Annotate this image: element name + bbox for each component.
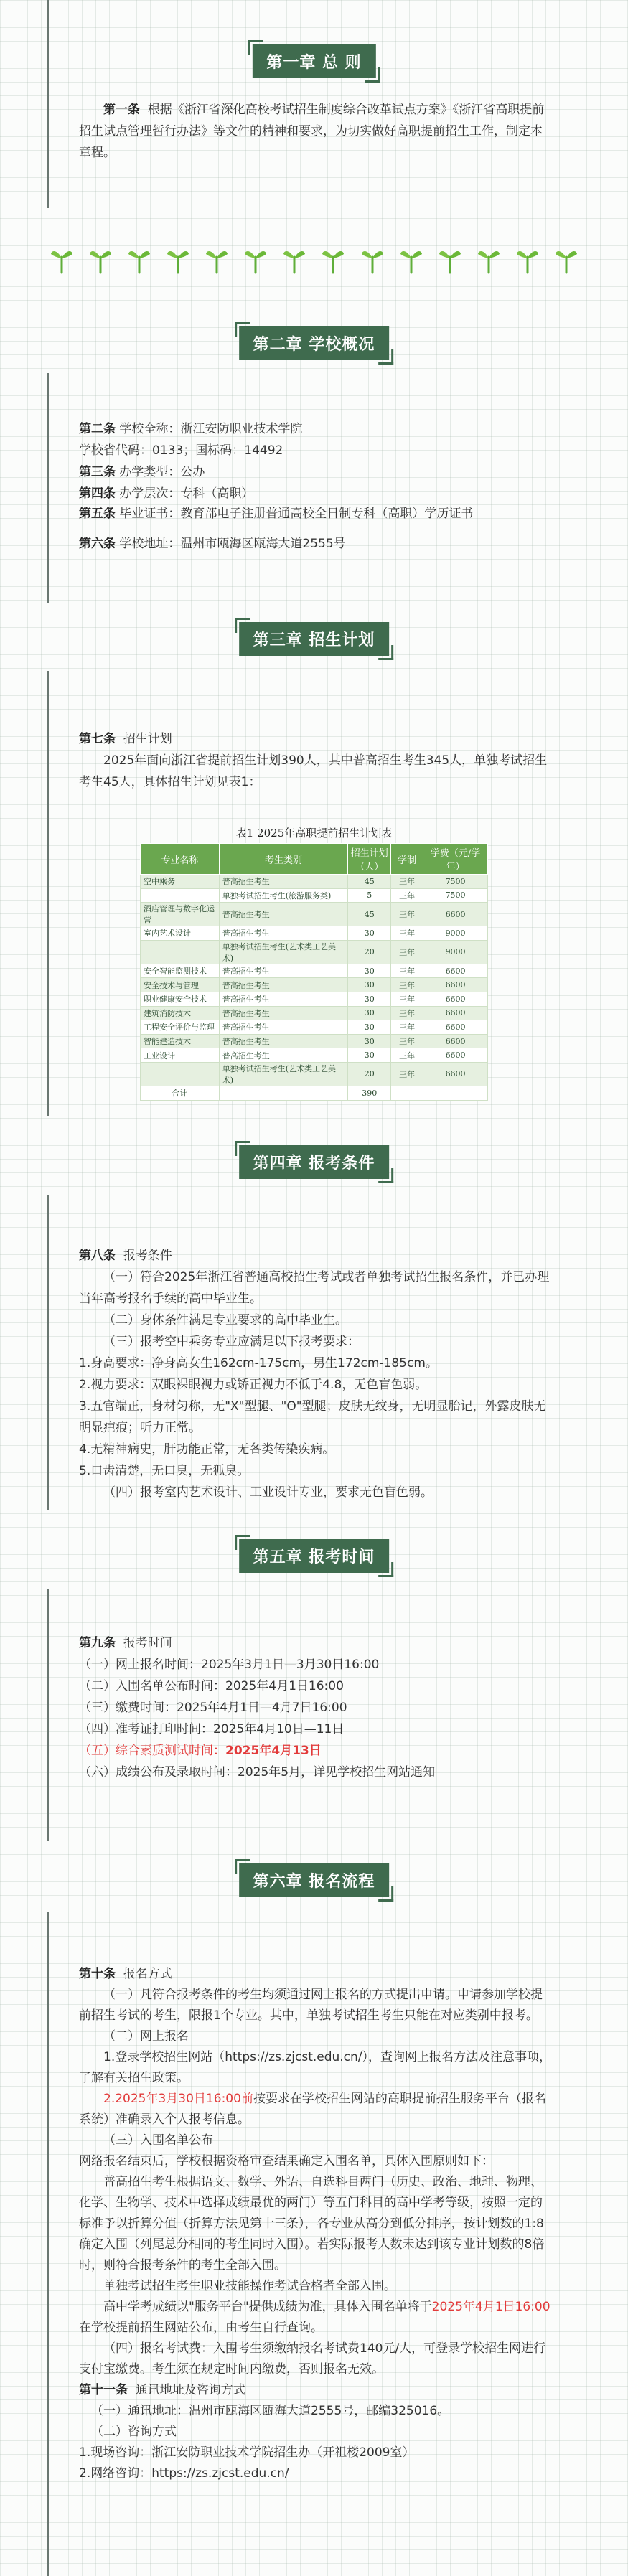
table-cell: 普高招生考生	[219, 964, 348, 978]
highlight-deadline: 2.2025年3月30日16:00前	[103, 2092, 253, 2106]
ch2-line	[79, 504, 553, 524]
table-cell: 三年	[391, 1006, 423, 1020]
table-header-cell: 专业名称	[141, 844, 220, 875]
table-cell	[141, 888, 220, 903]
item-number: （五）	[79, 1744, 116, 1758]
chapter5-title: 第五章 报考时间	[239, 1539, 390, 1573]
chapter4-title: 第四章 报考条件	[239, 1145, 390, 1179]
paragraph	[79, 2089, 553, 2130]
table-cell	[219, 1086, 348, 1100]
chapter6-body	[79, 1964, 553, 2484]
left-rule	[47, 1195, 49, 1510]
table-cell: 6600	[423, 903, 488, 926]
article-label: 第二条	[79, 422, 116, 436]
table-cell: 职业健康安全技术	[141, 992, 220, 1006]
table-cell	[391, 1086, 423, 1100]
paragraph: 单独考试招生考生职业技能操作考试合格者全部入围。	[103, 2279, 396, 2293]
table-cell: 三年	[391, 1034, 423, 1048]
table-header-cell: 招生计划（人）	[348, 844, 391, 875]
paragraph: 2.视力要求：双眼裸眼视力或矫正视力不低于4.8，无色盲色弱。	[79, 1378, 428, 1392]
sprout-icon	[361, 247, 384, 274]
article-label: 第一条	[103, 103, 140, 117]
table-cell: 9000	[423, 926, 488, 941]
sprout-icon	[89, 247, 112, 274]
article-label: 第十一条	[79, 2383, 128, 2397]
table-row	[141, 1048, 488, 1063]
article-text: 学校地址：温州市瓯海区瓯海大道2555号	[119, 537, 346, 551]
paragraph: 1.身高要求：净身高女生162cm-175cm，男生172cm-185cm。	[79, 1356, 438, 1371]
paragraph-text: 在学校提前招生网站公布，由考生自行查询。	[79, 2321, 323, 2335]
table-cell: 6600	[423, 1062, 488, 1086]
left-rule	[47, 671, 49, 1116]
table-cell: 普高招生考生	[219, 903, 348, 926]
schedule-item	[79, 1719, 553, 1740]
ch2-line	[79, 483, 553, 504]
enrollment-table	[140, 843, 488, 1101]
table-cell: 6600	[423, 978, 488, 992]
article-title: 报考时间	[123, 1636, 172, 1650]
table-row	[141, 940, 488, 964]
sprout-icon	[283, 247, 306, 274]
left-rule	[47, 0, 49, 208]
article-label: 第九条	[79, 1636, 116, 1650]
table-cell: 6600	[423, 964, 488, 978]
paragraph: 4.无精神病史，肝功能正常，无各类传染疾病。	[79, 1442, 335, 1457]
article-title: 招生计划	[123, 732, 172, 746]
table-cell: 普高招生考生	[219, 978, 348, 992]
article-title: 报考条件	[123, 1249, 172, 1263]
table-cell: 三年	[391, 978, 423, 992]
left-rule	[47, 373, 49, 603]
article-label: 第八条	[79, 1249, 116, 1263]
paragraph-text: 按要求在学校招生网站的高职提前招生服务平台（报名系统）准确录入个人报考信息。	[79, 2092, 546, 2127]
chapter3-body	[79, 728, 553, 793]
table-cell: 45	[348, 903, 391, 926]
table-cell: 6600	[423, 992, 488, 1006]
table-cell: 7500	[423, 875, 488, 889]
table-cell: 7500	[423, 888, 488, 903]
table-cell: 普高招生考生	[219, 1006, 348, 1020]
left-rule	[47, 1912, 49, 2576]
table-cell: 普高招生考生	[219, 926, 348, 941]
table-cell: 30	[348, 1034, 391, 1048]
table-row	[141, 1020, 488, 1035]
paragraph: （四）报名考试费：入围考生须缴纳报名考试费140元/人，可登录学校招生网进行支付宝缴费。考生须在规定时间内缴费，否则报名无效。	[79, 2341, 546, 2377]
article-title: 报名方式	[123, 1967, 172, 1981]
chapter4-body	[79, 1245, 553, 1503]
table-cell: 合计	[141, 1086, 220, 1100]
item-number: （六）	[79, 1765, 116, 1780]
table-cell: 安全智能监测技术	[141, 964, 220, 978]
table-cell: 三年	[391, 1020, 423, 1035]
chapter2-title: 第二章 学校概况	[239, 326, 390, 360]
article-label: 第四条	[79, 486, 116, 501]
table-cell: 5	[348, 888, 391, 903]
table-cell: 三年	[391, 940, 423, 964]
sprout-icon	[167, 247, 189, 274]
item-text: 准考证打印时间：2025年4月10日—11日	[116, 1722, 345, 1736]
left-rule	[47, 1589, 49, 1841]
table-cell: 普高招生考生	[219, 992, 348, 1006]
table-cell: 普高招生考生	[219, 1034, 348, 1048]
table-cell: 三年	[391, 992, 423, 1006]
chapter5-body	[79, 1632, 553, 1783]
table-cell: 安全技术与管理	[141, 978, 220, 992]
table-cell	[423, 1086, 488, 1100]
paragraph: 2.网络咨询：https://zs.zjcst.edu.cn/	[79, 2466, 289, 2481]
sprout-icon	[128, 247, 151, 274]
item-number: （二）	[79, 1679, 116, 1693]
item-text: 成绩公布及录取时间：2025年5月，详见学校招生网站通知	[116, 1765, 436, 1780]
sprout-icon	[244, 247, 267, 274]
highlight-date: 2025年4月1日16:00	[431, 2300, 550, 2314]
paragraph: （二）身体条件满足专业要求的高中毕业生。	[103, 1313, 347, 1327]
paragraph	[79, 2297, 553, 2338]
table-cell: 三年	[391, 875, 423, 889]
article-text: 办学层次：专科（高职）	[119, 486, 254, 501]
sprout-icon	[516, 247, 539, 274]
ch2-line	[79, 533, 553, 555]
paragraph: （三）入围名单公布	[103, 2133, 213, 2148]
paragraph: （二）咨询方式	[91, 2425, 177, 2439]
item-number: （一）	[79, 1658, 116, 1672]
ch2-line	[79, 440, 553, 461]
chapter6-title: 第六章 报名流程	[239, 1863, 390, 1897]
article-label: 第三条	[79, 465, 116, 479]
item-text: 入围名单公布时间：2025年4月1日16:00	[116, 1679, 344, 1693]
table-row	[141, 926, 488, 941]
table-caption: 表1 2025年高职提前招生计划表	[235, 827, 393, 840]
schedule-item	[79, 1675, 553, 1697]
chapter1-title: 第一章 总 则	[252, 44, 375, 78]
table-cell: 三年	[391, 888, 423, 903]
table-cell: 6600	[423, 1034, 488, 1048]
sprout-icon	[322, 247, 345, 274]
table-cell: 30	[348, 1020, 391, 1035]
sprout-divider	[50, 247, 578, 276]
table-cell: 三年	[391, 964, 423, 978]
ch2-line	[79, 461, 553, 483]
table-cell: 30	[348, 964, 391, 978]
table-row	[141, 992, 488, 1006]
table-cell: 390	[348, 1086, 391, 1100]
table-cell: 单独考试招生考生(艺术类工艺美术)	[219, 940, 348, 964]
table-cell: 普高招生考生	[219, 1020, 348, 1035]
table-row	[141, 888, 488, 903]
table-cell: 三年	[391, 1048, 423, 1063]
table-header-cell: 学制	[391, 844, 423, 875]
table-header-row	[141, 844, 488, 875]
paragraph: 网络报名结束后，学校根据资格审查结果确定入围名单，具体入围原则如下：	[79, 2154, 494, 2168]
table-cell: 智能建造技术	[141, 1034, 220, 1048]
article-label: 第六条	[79, 537, 116, 551]
table-row	[141, 1062, 488, 1086]
table-cell: 45	[348, 875, 391, 889]
table-cell: 30	[348, 978, 391, 992]
table-row	[141, 978, 488, 992]
paragraph: （一）凡符合报考条件的考生均须通过网上报名的方式提出申请。申请参加学校提前招生考试的考生，限报1个专业。其中，单独考试招生考生只能在对应类别中报考。	[79, 1988, 543, 2023]
table-cell: 单独考试招生考生(旅游服务类)	[219, 888, 348, 903]
item-text: 缴费时间：2025年4月1日—4月7日16:00	[116, 1701, 347, 1715]
sprout-icon	[477, 247, 500, 274]
sprout-icon	[439, 247, 461, 274]
item-text: 网上报名时间：2025年3月1日—3月30日16:00	[116, 1658, 380, 1672]
paragraph: 5.口齿清楚，无口臭，无狐臭。	[79, 1464, 250, 1478]
table-cell: 普高招生考生	[219, 1048, 348, 1063]
article-label: 第十条	[79, 1967, 116, 1981]
table-row	[141, 1034, 488, 1048]
table-cell: 工业设计	[141, 1048, 220, 1063]
table-cell: 室内艺术设计	[141, 926, 220, 941]
schedule-item	[79, 1654, 553, 1675]
table-cell: 6600	[423, 1006, 488, 1020]
table-cell: 20	[348, 1062, 391, 1086]
table-cell: 三年	[391, 926, 423, 941]
table-row	[141, 1006, 488, 1020]
table-cell: 工程安全评价与监理	[141, 1020, 220, 1035]
highlight-date: 2025年4月13日	[225, 1744, 322, 1758]
paragraph-text: 高中学考成绩以"服务平台"提供成绩为准，具体入围名单将于	[103, 2300, 432, 2314]
table-cell: 9000	[423, 940, 488, 964]
table-cell: 30	[348, 926, 391, 941]
paragraph: （三）报考空中乘务专业应满足以下报考要求：	[103, 1335, 360, 1349]
ch2-line	[79, 418, 553, 440]
sprout-icon	[50, 247, 73, 274]
chapter3-title: 第三章 招生计划	[239, 622, 390, 656]
paragraph: （四）报考室内艺术设计、工业设计专业，要求无色盲色弱。	[103, 1485, 433, 1500]
sprout-icon	[205, 247, 228, 274]
paragraph: 3.五官端正，身材匀称，无"X"型腿、"O"型腿；皮肤无纹身，无明显胎记，外露皮肤无明显疤痕；听力正常。	[79, 1399, 546, 1435]
table-cell	[141, 940, 220, 964]
table-row	[141, 1086, 488, 1100]
article-text: 2025年面向浙江省提前招生计划390人，其中普高招生考生345人，单独考试招生考生45人，具体招生计划见表1：	[79, 753, 548, 789]
sprout-icon	[400, 247, 423, 274]
paragraph: 普高招生考生根据语文、数学、外语、自选科目两门（历史、政治、地理、物理、化学、生物学、技术中选择成绩最优的两门）等五门科目的高中学考等级，按照一定的标准予以折算分值（折算方法见第十三条），各专业从高分到低分排序，按计划数的1:8确定入围（列尾总分相同的考生同时入围）。若实际报考人数未达到该专业计划数的8倍时，则符合报考条件的考生全部入围。	[79, 2175, 545, 2272]
table-cell: 单独考试招生考生(艺术类工艺美术)	[219, 1062, 348, 1086]
schedule-item	[79, 1697, 553, 1719]
chapter2-body	[79, 418, 553, 555]
table-cell: 普高招生考生	[219, 875, 348, 889]
table-cell	[141, 1062, 220, 1086]
table-cell: 空中乘务	[141, 875, 220, 889]
table-cell: 三年	[391, 903, 423, 926]
paragraph: 1.登录学校招生网站（https://zs.zjcst.edu.cn/），查询网上报名方法及注意事项，了解有关招生政策。	[79, 2050, 552, 2085]
schedule-item	[79, 1740, 553, 1762]
article-title: 通讯地址及咨询方式	[135, 2383, 245, 2397]
article-label: 第七条	[79, 732, 116, 746]
table-cell: 30	[348, 992, 391, 1006]
paragraph: 1.现场咨询：浙江安防职业技术学院招生办（开祖楼2009室）	[79, 2445, 415, 2460]
article-text: 办学类型：公办	[119, 465, 205, 479]
table-cell: 三年	[391, 1062, 423, 1086]
table-row	[141, 875, 488, 889]
table-cell: 20	[348, 940, 391, 964]
table-cell: 30	[348, 1048, 391, 1063]
item-text: 综合素质测试时间：	[116, 1744, 225, 1758]
table-header-cell: 考生类别	[219, 844, 348, 875]
table-cell: 6600	[423, 1020, 488, 1035]
paragraph: （一）通讯地址：温州市瓯海区瓯海大道2555号，邮编325016。	[91, 2404, 450, 2418]
item-number: （四）	[79, 1722, 116, 1736]
paragraph: （一）符合2025年浙江省普通高校招生考试或者单独考试招生报名条件，并已办理当年高考报名手续的高中毕业生。	[79, 1270, 550, 1306]
chapter1-body	[79, 99, 553, 164]
table-cell: 建筑消防技术	[141, 1006, 220, 1020]
article-text: 毕业证书：教育部电子注册普通高校全日制专科（高职）学历证书	[119, 507, 474, 521]
item-number: （三）	[79, 1701, 116, 1715]
schedule-item	[79, 1762, 553, 1783]
table-cell: 酒店管理与数字化运营	[141, 903, 220, 926]
article-text: 根据《浙江省深化高校考试招生制度综合改革试点方案》《浙江省高职提前招生试点管理暂行办法》等文件的精神和要求，为切实做好高职提前招生工作，制定本章程。	[79, 103, 545, 160]
table-row	[141, 964, 488, 978]
paragraph: （二）网上报名	[103, 2029, 189, 2044]
sprout-icon	[555, 247, 578, 274]
table-cell: 6600	[423, 1048, 488, 1063]
table-row	[141, 903, 488, 926]
table-header-cell: 学费（元/学年）	[423, 844, 488, 875]
article-text: 学校省代码：0133；国标码：14492	[79, 443, 283, 458]
article-text: 学校全称：浙江安防职业技术学院	[119, 422, 303, 436]
article-label: 第五条	[79, 507, 116, 521]
table-cell: 30	[348, 1006, 391, 1020]
